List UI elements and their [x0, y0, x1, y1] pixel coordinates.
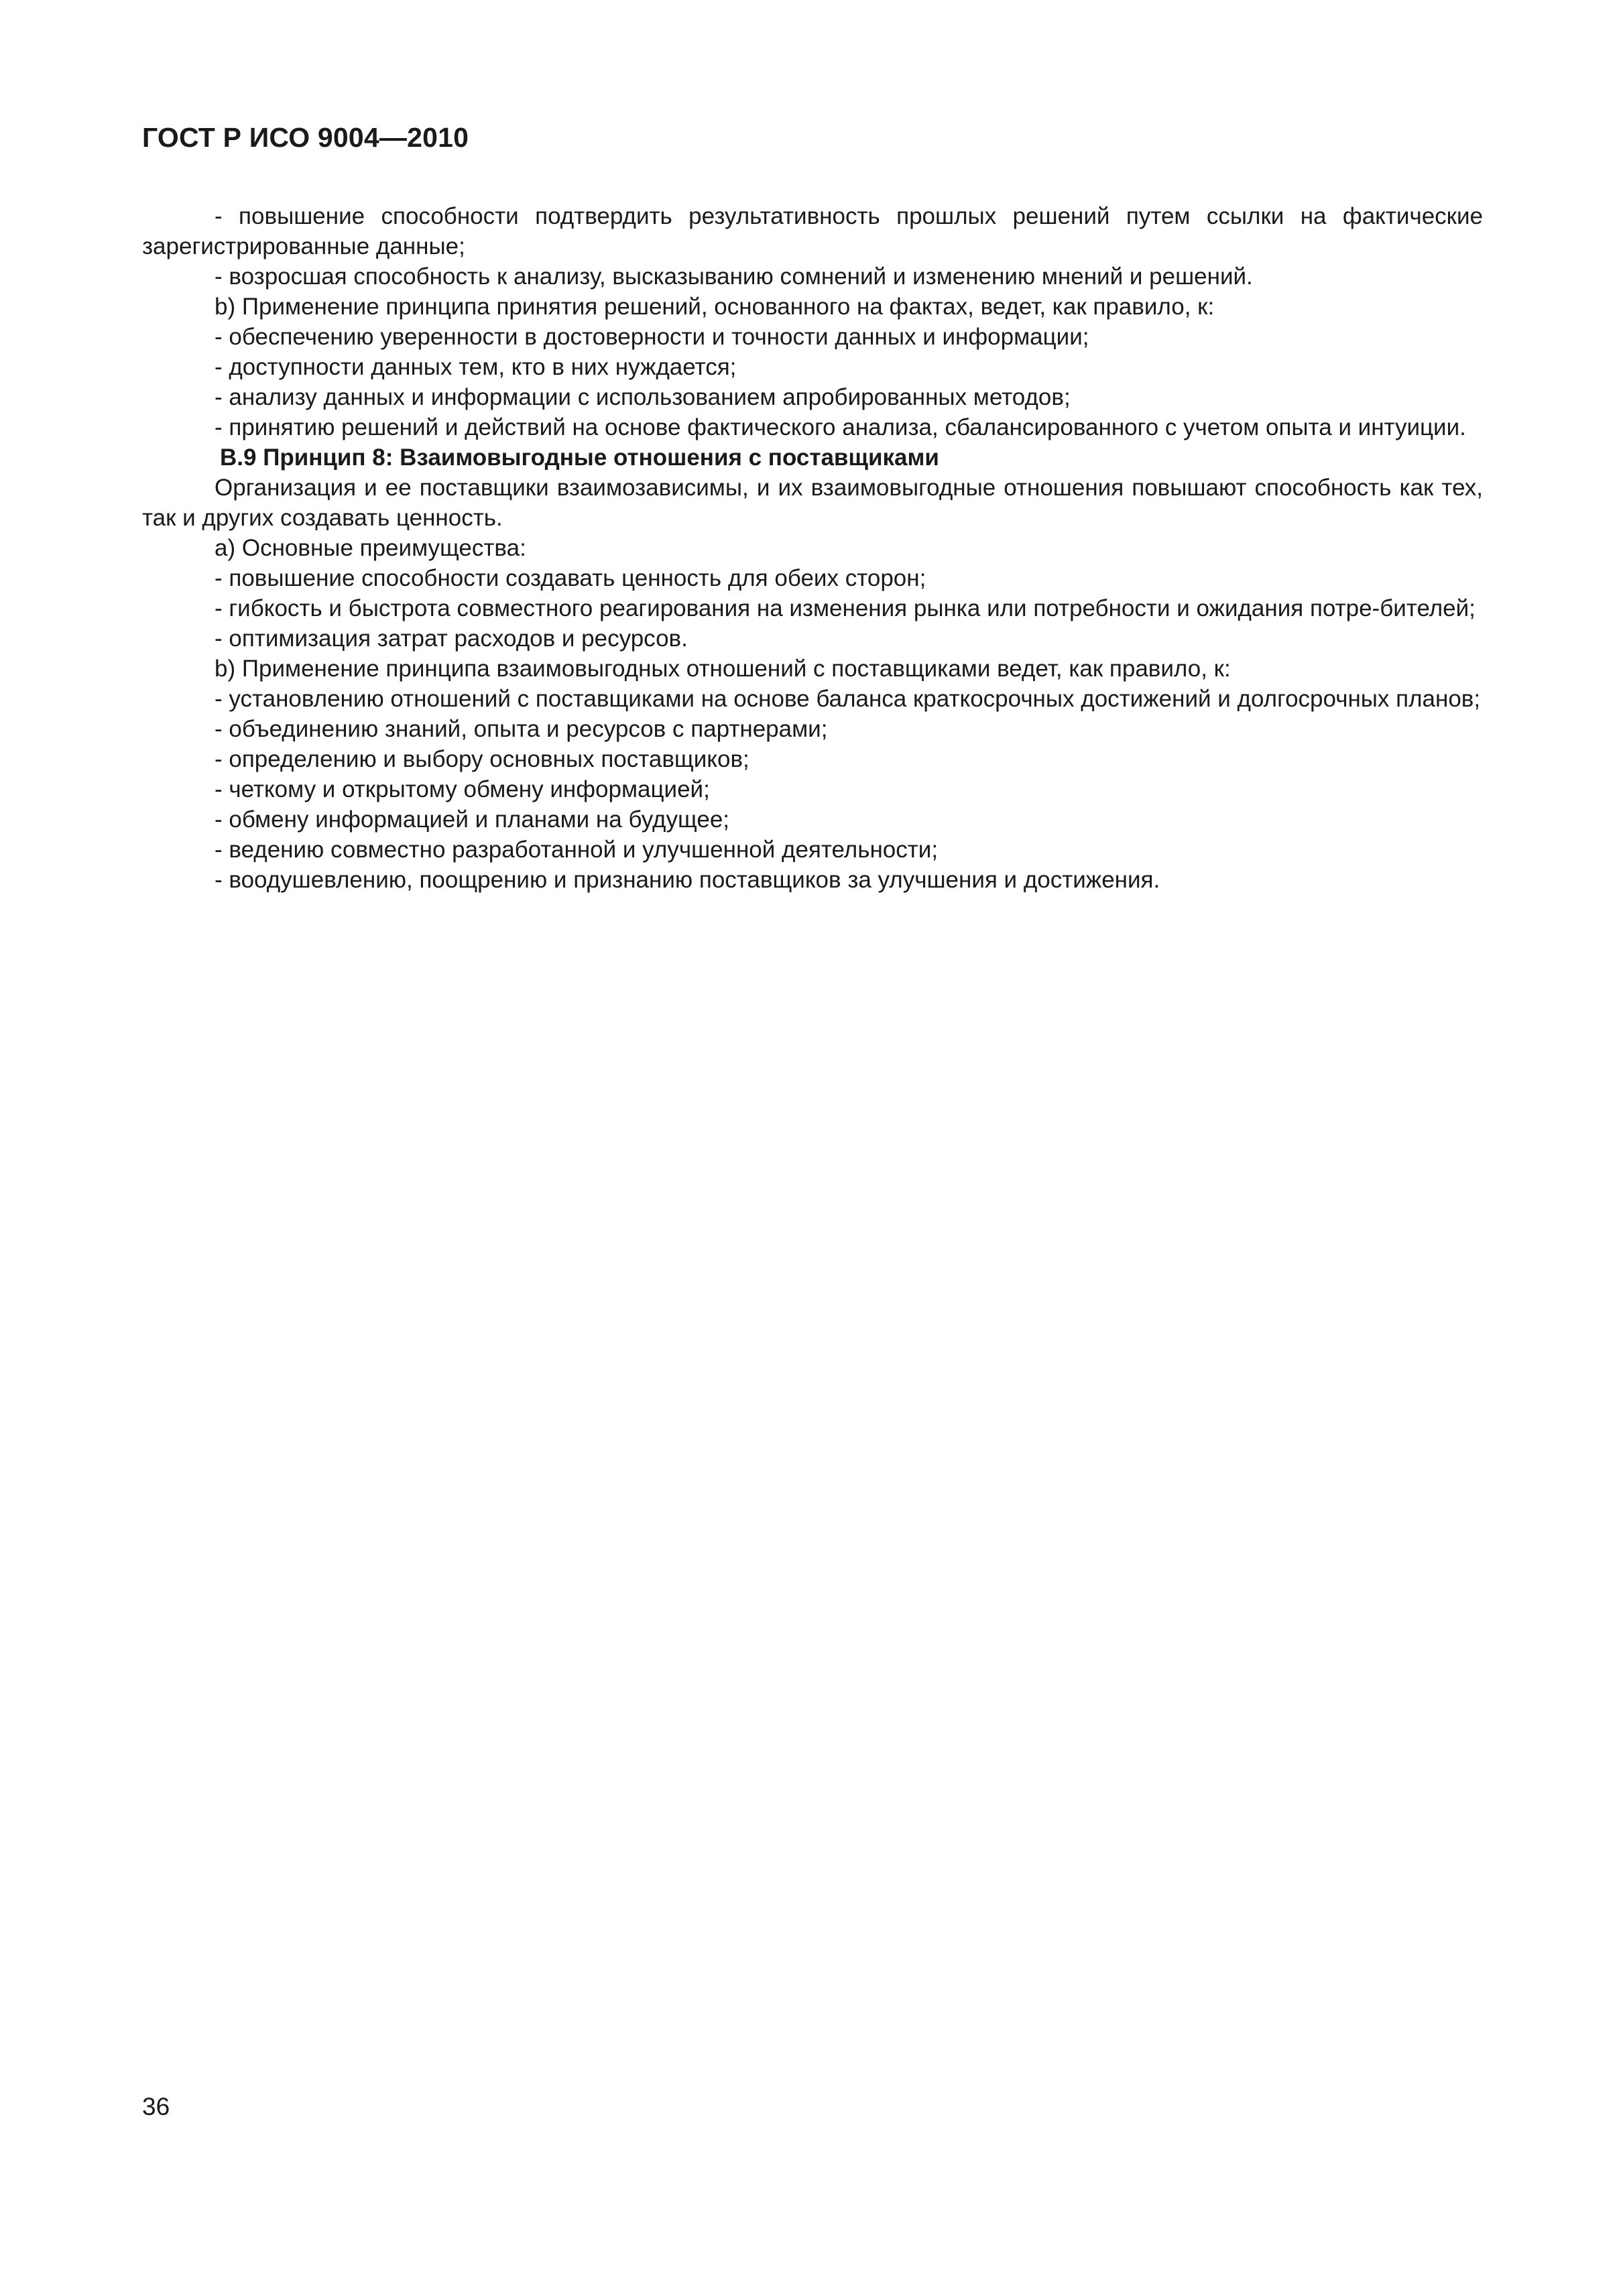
paragraph: - воодушевлению, поощрению и признанию поставщиков за улучшения и достижения.	[215, 867, 1160, 893]
paragraph: - доступности данных тем, кто в них нуждается;	[215, 354, 737, 380]
paragraph: - объединению знаний, опыта и ресурсов с партнерами;	[215, 716, 828, 742]
paragraph: b) Применение принципа принятия решений, основанного на фактах, ведет, как правило, к:	[215, 294, 1215, 320]
document-code-header: ГОСТ Р ИСО 9004—2010	[142, 122, 469, 153]
document-body	[142, 201, 1483, 895]
paragraph: - ведению совместно разработанной и улучшенной деятельности;	[215, 837, 939, 863]
paragraph: - оптимизация затрат расходов и ресурсов.	[215, 625, 688, 652]
paragraph: Организация и ее поставщики взаимозависимы, и их взаимовыгодные отношения повышают способность как тех, так и других создавать ценность.	[142, 475, 1483, 531]
paragraph: - установлению отношений с поставщиками на основе баланса краткосрочных достижений и долгосрочных планов;	[215, 686, 1481, 712]
section-heading: В.9 Принцип 8: Взаимовыгодные отношения с поставщиками	[220, 444, 939, 471]
paragraph: - повышение способности создавать ценность для обеих сторон;	[215, 565, 926, 591]
paragraph: a) Основные преимущества:	[215, 535, 526, 561]
page-number: 36	[142, 2093, 170, 2120]
paragraph: - возросшая способность к анализу, высказыванию сомнений и изменению мнений и решений.	[215, 263, 1253, 290]
paragraph: - анализу данных и информации с использованием апробированных методов;	[215, 384, 1071, 410]
paragraph: - четкому и открытому обмену информацией;	[215, 776, 710, 802]
paragraph: - повышение способности подтвердить результативность прошлых решений путем ссылки на фактические зарегистрированные данные;	[142, 203, 1483, 259]
paragraph: b) Применение принципа взаимовыгодных отношений с поставщиками ведет, как правило, к:	[215, 656, 1231, 682]
paragraph: - принятию решений и действий на основе фактического анализа, сбалансированного с учетом опыта и интуиции.	[215, 414, 1466, 440]
paragraph: - обеспечению уверенности в достоверности и точности данных и информации;	[215, 324, 1089, 350]
paragraph: - обмену информацией и планами на будущее;	[215, 806, 730, 833]
paragraph: - гибкость и быстрота совместного реагирования на изменения рынка или потребности и ожидания потре-бителей;	[215, 595, 1476, 621]
paragraph: - определению и выбору основных поставщиков;	[215, 746, 749, 772]
